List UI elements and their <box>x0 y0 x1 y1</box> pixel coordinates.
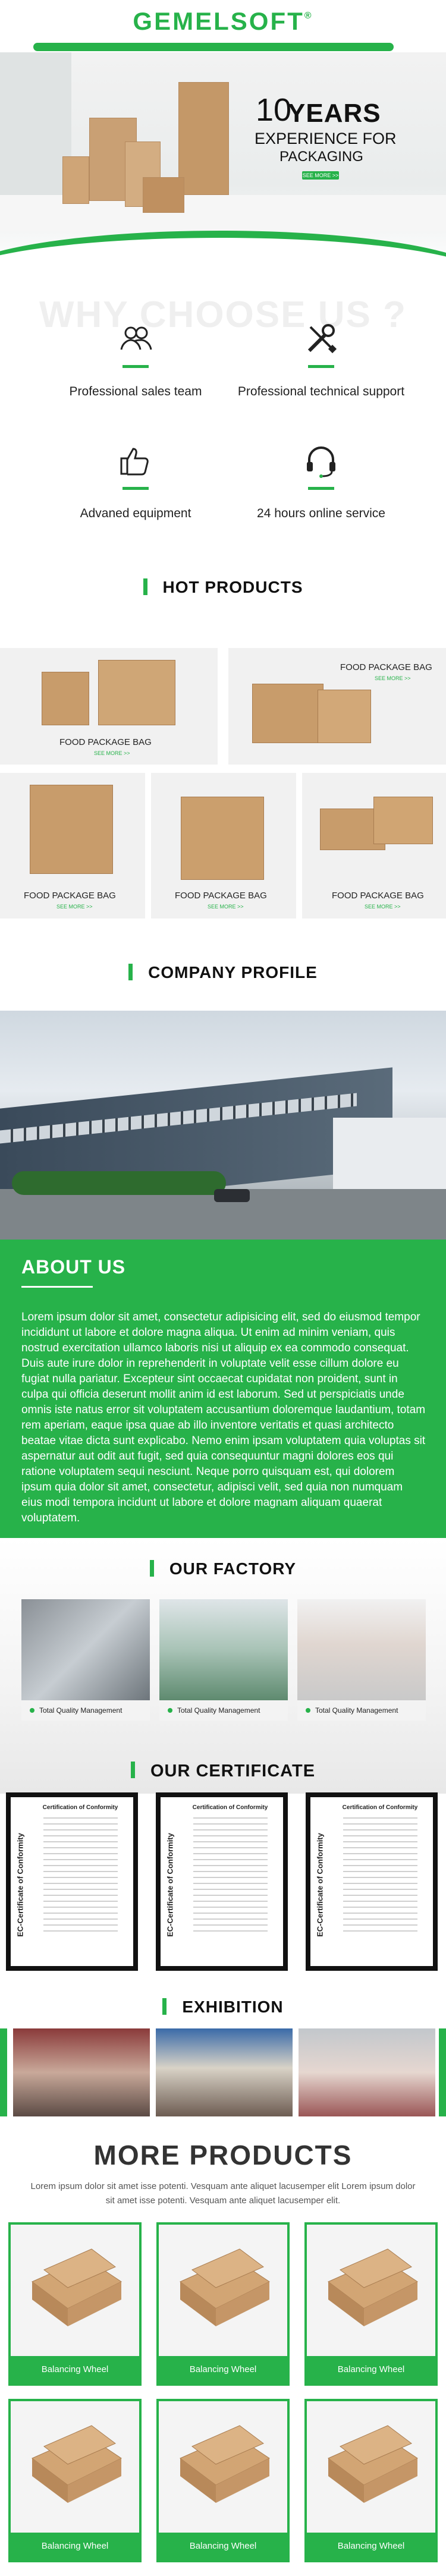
feature-label: Advaned equipment <box>80 507 191 520</box>
more-products-section <box>0 2116 446 2576</box>
certificate-heading: Certification of Conformity <box>342 1804 418 1811</box>
pizza-box-image <box>322 2423 420 2512</box>
team-icon <box>117 320 155 358</box>
company-photo <box>0 1011 446 1240</box>
title-bar <box>150 1560 154 1577</box>
exhibition-edge-left <box>0 2028 7 2116</box>
factory-label: Total Quality Management <box>21 1700 150 1721</box>
why-title: WHY CHOOSE US ? <box>39 294 407 335</box>
feature-label: 24 hours online service <box>257 507 385 520</box>
pizza-box-image <box>26 2423 124 2512</box>
title-bar <box>162 1998 167 2015</box>
feature-line <box>308 365 334 368</box>
product-image-3 <box>30 785 113 874</box>
exhibition-title <box>0 1998 446 2017</box>
header-bar <box>33 43 394 51</box>
hero-banner <box>0 52 446 272</box>
hero-bag-3 <box>178 82 229 195</box>
product-more-link[interactable]: SEE MORE >> <box>365 904 401 910</box>
certificate-paper <box>161 1797 283 1966</box>
more-product-card-2[interactable] <box>156 2222 290 2386</box>
certificate-side-text: EC-Certificate of Conformity <box>165 1833 175 1937</box>
certificate-paper <box>310 1797 433 1966</box>
exhibition-photo-3 <box>299 2028 435 2116</box>
hero-years: YEARS <box>288 99 381 128</box>
factory-photo-2 <box>159 1599 288 1700</box>
feature-sales <box>46 320 225 399</box>
why-choose-us <box>0 272 446 570</box>
more-product-label: Balancing Wheel <box>11 2533 139 2560</box>
certificate-2[interactable] <box>156 1792 288 1971</box>
certificate-heading: Certification of Conformity <box>42 1804 118 1811</box>
more-product-label: Balancing Wheel <box>159 2533 287 2560</box>
product-name: FOOD PACKAGE BAG <box>332 891 424 901</box>
tools-icon <box>302 320 340 358</box>
about-section <box>0 1240 446 1538</box>
product-name: FOOD PACKAGE BAG <box>24 891 116 901</box>
hero-number: 10 <box>256 92 292 128</box>
trees <box>12 1171 226 1195</box>
product-image-4 <box>181 797 264 880</box>
product-name: FOOD PACKAGE BAG <box>340 662 432 672</box>
title-bar <box>131 1762 135 1778</box>
more-product-card-1[interactable] <box>8 2222 142 2386</box>
pizza-box-image <box>174 2423 272 2512</box>
logo-text: GEMELSOFT <box>133 7 304 35</box>
factory-photo-3 <box>297 1599 426 1700</box>
certificate-title-text: OUR CERTIFICATE <box>150 1762 316 1781</box>
certificate-side-text: EC-Certificate of Conformity <box>15 1833 25 1937</box>
pizza-box-image <box>322 2246 420 2335</box>
certificate-heading: Certification of Conformity <box>192 1804 268 1811</box>
factory-photo-1 <box>21 1599 150 1700</box>
more-product-card-6[interactable] <box>304 2399 438 2562</box>
company-profile-title-text: COMPANY PROFILE <box>148 963 318 982</box>
hot-products-title-text: HOT PRODUCTS <box>162 578 303 596</box>
pizza-box-image <box>26 2246 124 2335</box>
product-name: FOOD PACKAGE BAG <box>59 737 152 747</box>
hero-bag-4 <box>143 177 184 213</box>
product-card-5[interactable] <box>302 773 446 919</box>
certificate-lines <box>193 1817 268 1936</box>
factory-label: Total Quality Management <box>297 1700 426 1721</box>
hero-more-button[interactable]: SEE MORE >> <box>302 172 339 178</box>
hero-line2: PACKAGING <box>279 149 363 165</box>
factory-title <box>0 1559 446 1578</box>
title-bar <box>143 578 147 595</box>
product-more-link[interactable]: SEE MORE >> <box>56 904 93 910</box>
product-image-2 <box>252 684 323 743</box>
more-product-card-3[interactable] <box>304 2222 438 2386</box>
feature-online <box>232 442 410 521</box>
product-card-2[interactable] <box>228 648 446 765</box>
certificate-3[interactable] <box>306 1792 438 1971</box>
building-side <box>333 1118 446 1201</box>
more-product-card-5[interactable] <box>156 2399 290 2562</box>
product-name: FOOD PACKAGE BAG <box>175 891 267 901</box>
more-product-label: Balancing Wheel <box>159 2356 287 2383</box>
exhibition-photo-2 <box>156 2028 293 2116</box>
feature-equipment <box>46 442 225 521</box>
hot-products-title <box>0 578 446 597</box>
headset-icon <box>302 442 340 480</box>
product-image-2b <box>318 690 371 743</box>
feature-line <box>123 487 149 490</box>
product-card-3[interactable] <box>0 773 145 919</box>
certificate-title <box>0 1762 446 1781</box>
exhibition-title-text: EXHIBITION <box>182 1998 284 2016</box>
product-card-4[interactable] <box>151 773 296 919</box>
exhibition-edge-right <box>439 2028 446 2116</box>
product-image-1b <box>98 660 175 725</box>
certificate-lines <box>43 1817 118 1936</box>
feature-label: Professional sales team <box>69 385 202 398</box>
factory-label: Total Quality Management <box>159 1700 288 1721</box>
product-more-link[interactable]: SEE MORE >> <box>375 675 411 681</box>
car <box>214 1189 250 1202</box>
certificate-paper <box>11 1797 133 1966</box>
title-bar <box>128 964 133 980</box>
hero-curve <box>0 231 446 272</box>
feature-line <box>123 365 149 368</box>
thumbs-up-icon <box>117 442 155 480</box>
more-product-label: Balancing Wheel <box>307 2533 435 2560</box>
feature-label: Professional technical support <box>237 385 405 398</box>
registered-mark: ® <box>304 11 313 21</box>
hero-wall <box>0 52 71 219</box>
pizza-box-image <box>174 2246 272 2335</box>
certificate-lines <box>343 1817 417 1936</box>
about-title: ABOUT US <box>21 1256 126 1278</box>
product-image-1 <box>42 672 89 725</box>
feature-support <box>232 320 410 399</box>
certificate-1[interactable] <box>6 1792 138 1971</box>
hero-line1: EXPERIENCE FOR <box>255 130 397 147</box>
feature-line <box>308 487 334 490</box>
product-more-link[interactable]: SEE MORE >> <box>94 750 130 756</box>
company-profile-title <box>0 963 446 982</box>
hero-bag-5 <box>62 156 89 204</box>
more-product-label: Balancing Wheel <box>307 2356 435 2383</box>
exhibition-strip <box>0 2028 446 2116</box>
product-card-1[interactable] <box>0 648 218 765</box>
about-text: Lorem ipsum dolor sit amet, consectetur adipisicing elit, sed do eiusmod tempor incididunt ut labore et dolore magna aliqua. Ut enim ad minim veniam, quis nostrud exercitation ullamco laboris nisi ut aliquip ex ea commodo consequat. Duis aute irure dolor in reprehenderit in voluptate velit esse cillum dolore eu fugiat nulla pariatur. Excepteur sint occaecat cupidatat non proident, sunt in culpa qui officia deserunt mollit anim id est laborum. Sed ut perspiciatis unde omnis iste natus error sit voluptatem accusantium doloremque laudantium, totam rem aperiam, eaque ipsa quae ab illo inventore veritatis et quasi architecto beatae vitae dicta sunt explicabo. Nemo enim ipsam voluptatem quia voluptas sit aspernatur aut odit aut fugit, sed quia consequuntur magni dolores eos qui ratione voluptatem sequi nesciunt. Neque porro quisquam est, qui dolorem ipsum quia dolor sit amet, consectetur, adipisci velit, sed quia non numquam eius modi tempora incidunt ut labore et dolore magnam aliquam quaerat voluptatem. <box>21 1311 426 1524</box>
certificate-side-text: EC-Certificate of Conformity <box>315 1833 325 1937</box>
exhibition-photo-1 <box>13 2028 150 2116</box>
more-products-title: MORE PRODUCTS <box>93 2140 353 2171</box>
more-product-card-4[interactable] <box>8 2399 142 2562</box>
more-products-text: Lorem ipsum dolor sit amet isse potenti. Vesquam ante aliquet lacusemper elit Lorem ipsum dolor sit amet isse potenti. Vesquam ante aliquet lacusemper elit. <box>30 2181 416 2206</box>
header <box>0 0 446 52</box>
product-image-5b <box>373 797 433 844</box>
about-underline <box>21 1286 93 1288</box>
product-more-link[interactable]: SEE MORE >> <box>208 904 244 910</box>
more-product-label: Balancing Wheel <box>11 2356 139 2383</box>
logo[interactable] <box>0 7 446 36</box>
factory-title-text: OUR FACTORY <box>169 1559 297 1578</box>
